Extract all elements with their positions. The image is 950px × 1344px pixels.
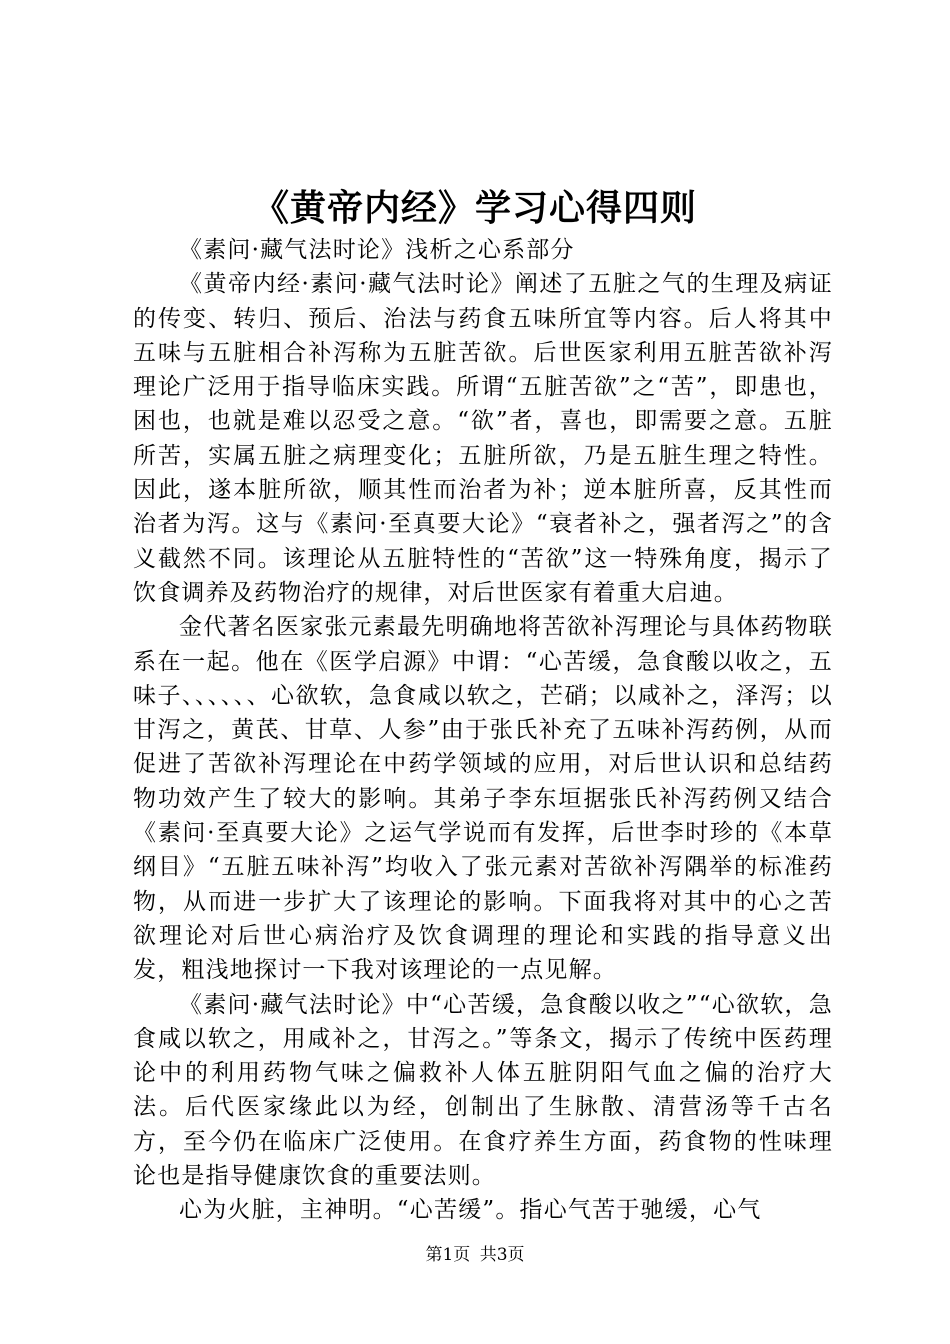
paragraph-3: 《素问·藏气法时论》中“心苦缓，急食酸以收之”“心欲软，急食咸以软之，用咸补之，甘泻之。”等条文，揭示了传统中医药理论中的利用药物气味之偏救补人体五脏阴阳气血之偏的治疗大法。后代医家缘此以为经，创制出了生脉散、清营汤等千古名方，至今仍在临床广泛使用。在食疗养生方面，药食物的性味理论也是指导健康饮食的重要法则。: [133, 991, 833, 1190]
paragraph-4: 心为火脏，主神明。“心苦缓”。指心气苦于驰缓，心气: [179, 1197, 762, 1224]
paragraph-1: 《黄帝内经·素问·藏气法时论》阐述了五脏之气的生理及病证的传变、转归、预后、治法与药食五味所宜等内容。后人将其中五味与五脏相合补泻称为五脏苦欲。后世医家利用五脏苦欲补泻理论广泛用于指导临床实践。所谓“五脏苦欲”之“苦”，即患也，困也，也就是难以忍受之意。“欲”者，喜也，即需要之意。五脏所苦，实属五脏之病理变化；五脏所欲，乃是五脏生理之特性。因此，遂本脏所欲，顺其性而治者为补；逆本脏所喜，反其性而治者为泻。这与《素问·至真要大论》“衰者补之，强者泻之”的含义截然不同。该理论从五脏特性的“苦欲”这一特殊角度，揭示了饮食调养及药物治疗的规律，对后世医家有着重大启迪。: [133, 271, 833, 606]
document-subtitle: 《素问·藏气法时论》浅析之心系部分: [179, 237, 575, 263]
document-title: 《黄帝内经》学习心得四则: [252, 188, 697, 229]
page-number: 第1页: [425, 1245, 471, 1265]
page-total: 共3页: [479, 1245, 525, 1265]
document-body: [133, 233, 833, 1228]
paragraph-2: 金代著名医家张元素最先明确地将苦欲补泻理论与具体药物联系在一起。他在《医学启源》中谓：“心苦缓，急食酸以收之，五味子、、、、、、心欲软，急食咸以软之，芒硝；以咸补之，泽泻；以甘泻之，黄芪、甘草、人参”由于张氏补充了五味补泻药例，从而促进了苦欲补泻理论在中药学领域的应用，对后世认识和总结药物功效产生了较大的影响。其弟子李东垣据张氏补泻药例又结合《素问·至真要大论》之运气学说而有发挥，后世李时珍的《本草纲目》“五脏五味补泻”均收入了张元素对苦欲补泻隅举的标准药物，从而进一步扩大了该理论的影响。下面我将对其中的心之苦欲理论对后世心病治疗及饮食调理的理论和实践的指导意义出发，粗浅地探讨一下我对该理论的一点见解。: [133, 614, 833, 984]
page-footer: [0, 1243, 950, 1267]
